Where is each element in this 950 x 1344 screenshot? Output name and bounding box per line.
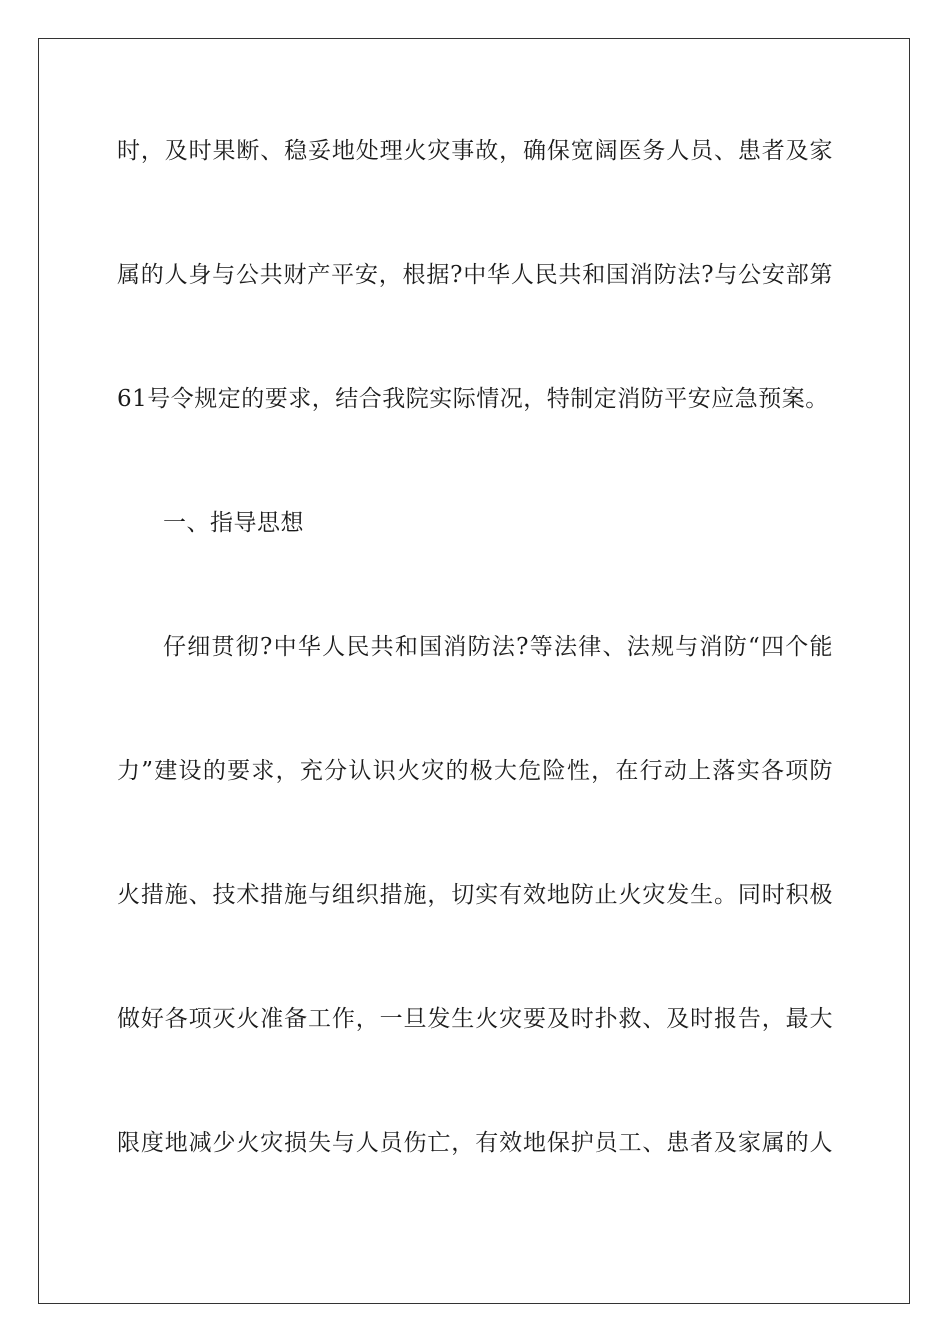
text-line-7: 火措施、技术措施与组织措施，切实有效地防止火灾发生。同时积极 xyxy=(117,882,833,908)
text-line-5: 仔细贯彻?中华人民共和国消防法?等法律、法规与消防“四个能 xyxy=(163,634,833,660)
text-line-8: 做好各项灭火准备工作，一旦发生火灾要及时扑救、及时报告，最大 xyxy=(117,1006,833,1032)
page-border xyxy=(38,38,910,1304)
text-line-3: 61号令规定的要求，结合我院实际情况，特制定消防平安应急预案。 xyxy=(117,386,829,412)
text-line-1: 时，及时果断、稳妥地处理火灾事故，确保宽阔医务人员、患者及家 xyxy=(117,138,833,164)
text-line-6: 力”建设的要求，充分认识火灾的极大危险性，在行动上落实各项防 xyxy=(117,758,833,784)
section-heading: 一、指导思想 xyxy=(163,510,304,536)
text-line-9: 限度地减少火灾损失与人员伤亡，有效地保护员工、患者及家属的人 xyxy=(117,1130,833,1156)
text-line-2: 属的人身与公共财产平安，根据?中华人民共和国消防法?与公安部第 xyxy=(117,262,833,288)
